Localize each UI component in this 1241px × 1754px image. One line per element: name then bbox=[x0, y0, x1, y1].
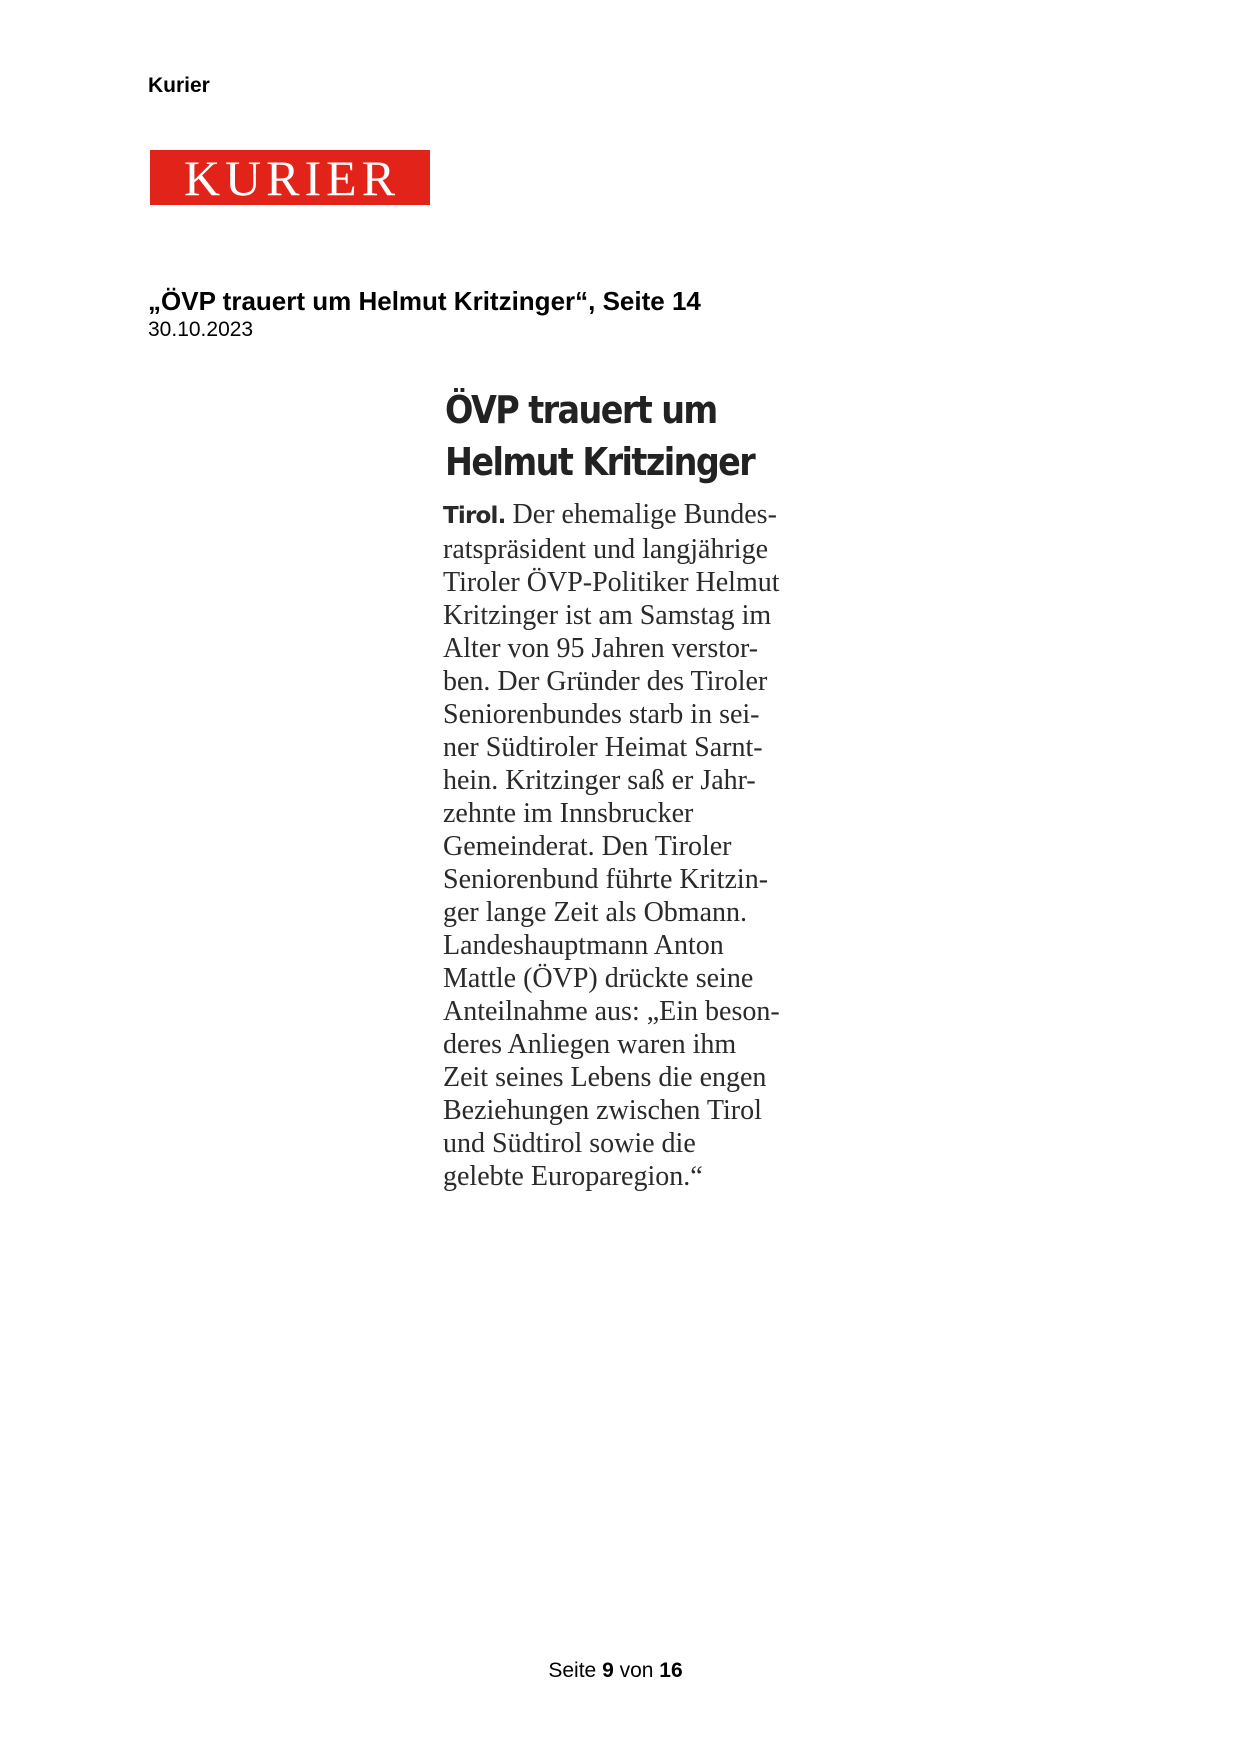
article-line: Kritzinger ist am Samstag im bbox=[443, 600, 772, 631]
article-line: Seniorenbund führte Kritzin- bbox=[443, 864, 769, 895]
headline-line: ÖVP trauert um bbox=[445, 388, 717, 432]
clipping-reference-date: 30.10.2023 bbox=[148, 318, 254, 341]
article-line: Alter von 95 Jahren verstor- bbox=[443, 633, 759, 664]
article-line: Tiroler ÖVP-Politiker Helmut bbox=[443, 567, 780, 598]
article-line: Zeit seines Lebens die engen bbox=[443, 1062, 767, 1093]
article-line: Anteilnahme aus: „Ein beson- bbox=[443, 996, 780, 1027]
article-body bbox=[443, 498, 823, 1193]
article-headline bbox=[445, 384, 778, 488]
article-line: Tirol. Der ehemalige Bundes- bbox=[443, 499, 777, 530]
article-line: Landeshauptmann Anton bbox=[443, 930, 724, 961]
article-dateline: Tirol. bbox=[443, 503, 506, 529]
article-line: ger lange Zeit als Obmann. bbox=[443, 897, 748, 928]
logo-text: KURIER bbox=[183, 149, 401, 206]
page-number: Seite 9 von 16 bbox=[548, 1659, 683, 1682]
article-line: hein. Kritzinger saß er Jahr- bbox=[443, 765, 756, 796]
newspaper-clipping bbox=[443, 384, 823, 1193]
article-line: ner Südtiroler Heimat Sarnt- bbox=[443, 732, 763, 763]
article-line: ratspräsident und langjährige bbox=[443, 534, 769, 565]
article-line: Beziehungen zwischen Tirol bbox=[443, 1095, 762, 1126]
article-line: zehnte im Innsbrucker bbox=[443, 798, 694, 829]
article-line: deres Anliegen waren ihm bbox=[443, 1029, 737, 1060]
article-line: ben. Der Gründer des Tiroler bbox=[443, 666, 768, 697]
article-line: und Südtirol sowie die bbox=[443, 1128, 696, 1159]
article-line: Mattle (ÖVP) drückte seine bbox=[443, 963, 754, 994]
headline-line: Helmut Kritzinger bbox=[445, 440, 755, 484]
article-line: gelebte Europaregion.“ bbox=[443, 1161, 703, 1192]
source-name: Kurier bbox=[148, 74, 210, 97]
article-line: Seniorenbundes starb in sei- bbox=[443, 699, 760, 730]
kurier-logo bbox=[150, 150, 430, 205]
clipping-reference-title: „ÖVP trauert um Helmut Kritzinger“, Seite 14 bbox=[148, 286, 701, 316]
page-footer bbox=[0, 1659, 1241, 1683]
article-line: Gemeinderat. Den Tiroler bbox=[443, 831, 732, 862]
